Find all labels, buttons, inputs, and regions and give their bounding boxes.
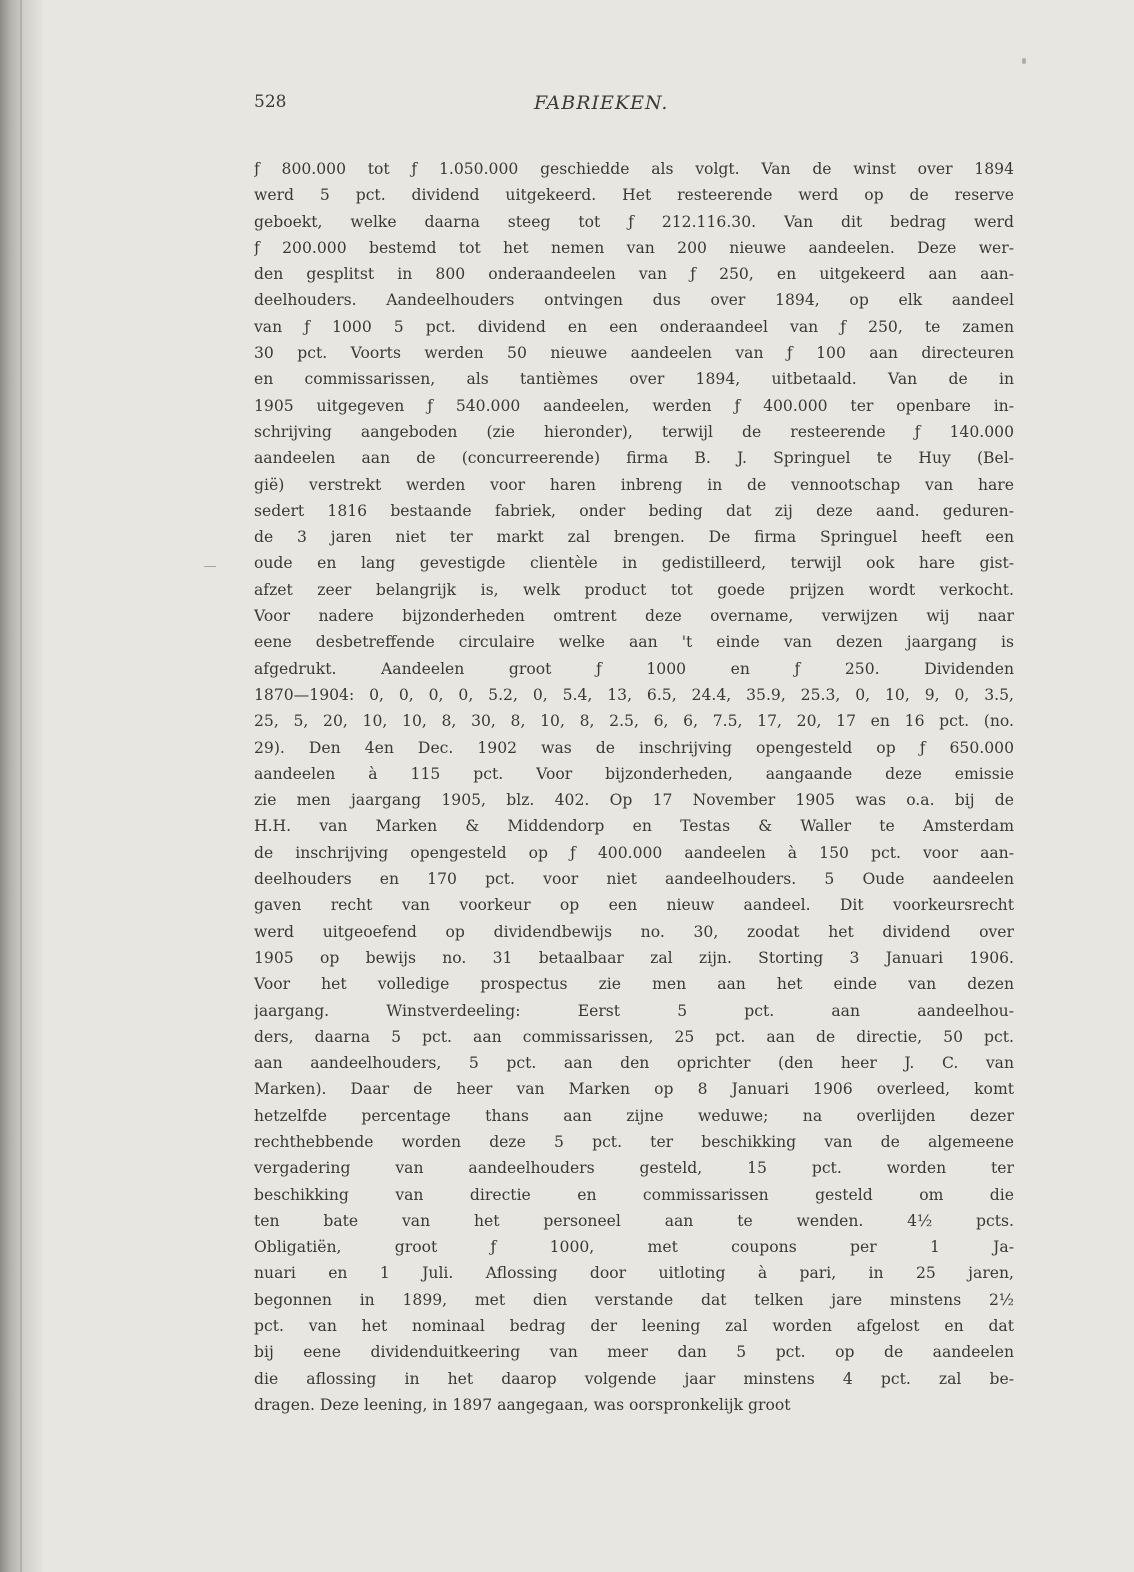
- text-line: hetzelfde percentage thans aan zijne weduwe; na overlijden dezer: [254, 1106, 1014, 1125]
- page-number: 528: [254, 92, 287, 112]
- text-line: van ƒ 1000 5 pct. dividend en een onderaandeel van ƒ 250, te zamen: [254, 317, 1014, 336]
- text-line: gië) verstrekt werden voor haren inbreng in de vennootschap van hare: [254, 475, 1014, 494]
- text-line: aandeelen aan de (concurreerende) firma B. J. Springuel te Huy (Bel-: [254, 449, 1014, 468]
- text-line: ƒ 800.000 tot ƒ 1.050.000 geschiedde als volgt. Van de winst over 1894: [254, 160, 1014, 178]
- margin-mark: [204, 566, 216, 567]
- text-line: deelhouders en 170 pct. voor niet aandeelhouders. 5 Oude aandeelen: [254, 870, 1014, 889]
- text-line: Voor het volledige prospectus zie men aan het einde van dezen: [254, 975, 1014, 994]
- text-line: werd uitgeoefend op dividendbewijs no. 30, zoodat het dividend over: [254, 922, 1014, 941]
- text-line: bij eene dividenduitkeering van meer dan 5 pct. op de aandeelen: [254, 1343, 1014, 1362]
- text-line: nuari en 1 Juli. Aflossing door uitloting à pari, in 25 jaren,: [254, 1264, 1014, 1283]
- page-header: [254, 92, 1014, 116]
- ink-speck: [1022, 58, 1026, 64]
- text-line: ƒ 200.000 bestemd tot het nemen van 200 nieuwe aandeelen. Deze wer-: [254, 238, 1014, 257]
- text-line: en commissarissen, als tantièmes over 1894, uitbetaald. Van de in: [254, 370, 1014, 389]
- text-line: 25, 5, 20, 10, 10, 8, 30, 8, 10, 8, 2.5, 6, 6, 7.5, 17, 20, 17 en 16 pct. (no.: [254, 712, 1014, 731]
- text-line: deelhouders. Aandeelhouders ontvingen dus over 1894, op elk aandeel: [254, 291, 1014, 310]
- text-line: den gesplitst in 800 onderaandeelen van ƒ 250, en uitgekeerd aan aan-: [254, 265, 1014, 284]
- text-line: die aflossing in het daarop volgende jaar minstens 4 pct. zal be-: [254, 1369, 1014, 1388]
- text-line: ders, daarna 5 pct. aan commissarissen, 25 pct. aan de directie, 50 pct.: [254, 1027, 1014, 1046]
- text-line: jaargang. Winstverdeeling: Eerst 5 pct. aan aandeelhou-: [254, 1001, 1014, 1020]
- text-line: eene desbetreffende circulaire welke aan 't einde van dezen jaargang is: [254, 633, 1014, 652]
- text-line: ten bate van het personeel aan te wenden. 4½ pcts.: [254, 1211, 1014, 1230]
- text-line: sedert 1816 bestaande fabriek, onder beding dat zij deze aand. geduren-: [254, 501, 1014, 520]
- text-line: dragen. Deze leening, in 1897 aangegaan, was oorspronkelijk groot: [254, 1395, 791, 1414]
- text-line: afgedrukt. Aandeelen groot ƒ 1000 en ƒ 250. Dividenden: [254, 659, 1014, 678]
- text-line: afzet zeer belangrijk is, welk product tot goede prijzen wordt verkocht.: [254, 580, 1014, 599]
- text-line: oude en lang gevestigde clientèle in gedistilleerd, terwijl ook hare gist-: [254, 554, 1014, 573]
- text-line: Voor nadere bijzonderheden omtrent deze overname, verwijzen wij naar: [254, 607, 1014, 626]
- text-line: begonnen in 1899, met dien verstande dat telken jare minstens 2½: [254, 1290, 1014, 1309]
- text-line: 29). Den 4en Dec. 1902 was de inschrijving opengesteld op ƒ 650.000: [254, 738, 1014, 757]
- text-line: zie men jaargang 1905, blz. 402. Op 17 November 1905 was o.a. bij de: [254, 791, 1014, 810]
- text-line: beschikking van directie en commissarissen gesteld om die: [254, 1185, 1014, 1204]
- text-line: 1905 uitgegeven ƒ 540.000 aandeelen, werden ƒ 400.000 ter openbare in-: [254, 396, 1014, 415]
- spine-line: [20, 0, 22, 1572]
- text-line: gaven recht van voorkeur op een nieuw aandeel. Dit voorkeursrecht: [254, 896, 1014, 915]
- text-line: werd 5 pct. dividend uitgekeerd. Het resteerende werd op de reserve: [254, 186, 1014, 205]
- text-line: de inschrijving opengesteld op ƒ 400.000 aandeelen à 150 pct. voor aan-: [254, 843, 1014, 862]
- text-line: Marken). Daar de heer van Marken op 8 Januari 1906 overleed, komt: [254, 1080, 1014, 1099]
- text-line: geboekt, welke daarna steeg tot ƒ 212.116.30. Van dit bedrag werd: [254, 212, 1014, 231]
- text-line: Obligatiën, groot ƒ 1000, met coupons per 1 Ja-: [254, 1238, 1014, 1257]
- text-line: rechthebbende worden deze 5 pct. ter beschikking van de algemeene: [254, 1132, 1014, 1151]
- text-line: 1905 op bewijs no. 31 betaalbaar zal zijn. Storting 3 Januari 1906.: [254, 948, 1014, 967]
- text-line: 30 pct. Voorts werden 50 nieuwe aandeelen van ƒ 100 aan directeuren: [254, 344, 1014, 363]
- text-line: H.H. van Marken & Middendorp en Testas & Waller te Amsterdam: [254, 817, 1014, 836]
- text-line: pct. van het nominaal bedrag der leening zal worden afgelost en dat: [254, 1317, 1014, 1336]
- text-line: schrijving aangeboden (zie hieronder), terwijl de resteerende ƒ 140.000: [254, 422, 1014, 441]
- text-line: aan aandeelhouders, 5 pct. aan den oprichter (den heer J. C. van: [254, 1054, 1014, 1073]
- text-line: 1870—1904: 0, 0, 0, 0, 5.2, 0, 5.4, 13, 6.5, 24.4, 35.9, 25.3, 0, 10, 9, 0, 3.5,: [254, 685, 1014, 704]
- body-text: [254, 156, 1014, 1418]
- text-line: aandeelen à 115 pct. Voor bijzonderheden, aangaande deze emissie: [254, 764, 1014, 783]
- text-line: de 3 jaren niet ter markt zal brengen. De firma Springuel heeft een: [254, 528, 1014, 547]
- text-line: vergadering van aandeelhouders gesteld, 15 pct. worden ter: [254, 1159, 1014, 1178]
- running-title: FABRIEKEN.: [534, 92, 669, 114]
